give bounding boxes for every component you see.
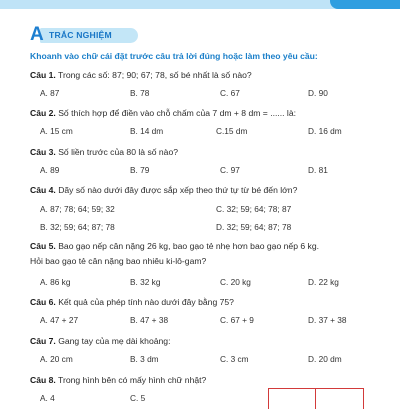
option-d[interactable]: D. 20 dm bbox=[308, 354, 342, 364]
question-5 bbox=[30, 239, 319, 253]
option-b[interactable]: B. 79 bbox=[130, 165, 150, 175]
option-b[interactable]: B. 3 dm bbox=[130, 354, 159, 364]
top-decorative-strip bbox=[0, 0, 400, 9]
option-c[interactable]: C. 67 + 9 bbox=[220, 315, 254, 325]
option-d[interactable]: D. 90 bbox=[308, 88, 328, 98]
option-a[interactable]: A. 89 bbox=[40, 165, 60, 175]
question-number: Câu 5. bbox=[30, 241, 56, 251]
option-b[interactable]: B. 32; 59; 64; 87; 78 bbox=[40, 222, 115, 232]
question-number: Câu 3. bbox=[30, 147, 56, 157]
option-a[interactable]: A. 47 + 27 bbox=[40, 315, 79, 325]
question-6 bbox=[30, 295, 234, 309]
option-c[interactable]: C. 32; 59; 64; 78; 87 bbox=[216, 204, 292, 214]
question-number: Câu 6. bbox=[30, 297, 56, 307]
rectangle-figure bbox=[268, 388, 364, 409]
option-c[interactable]: C. 3 cm bbox=[220, 354, 249, 364]
option-d[interactable]: D. 81 bbox=[308, 165, 328, 175]
option-b[interactable]: B. 78 bbox=[130, 88, 150, 98]
option-d[interactable]: D. 22 kg bbox=[308, 277, 339, 287]
option-a[interactable]: A. 15 cm bbox=[40, 126, 73, 136]
question-text: Trong hình bên có mấy hình chữ nhật? bbox=[58, 375, 207, 385]
option-c[interactable]: C. 97 bbox=[220, 165, 240, 175]
question-number: Câu 8. bbox=[30, 375, 56, 385]
question-text: Gang tay của mẹ dài khoảng: bbox=[58, 336, 171, 346]
section-title: TRẮC NGHIỆM bbox=[49, 30, 112, 40]
question-number: Câu 1. bbox=[30, 70, 56, 80]
question-7 bbox=[30, 334, 170, 348]
question-number: Câu 2. bbox=[30, 108, 56, 118]
option-b[interactable]: B. 47 + 38 bbox=[130, 315, 169, 325]
question-number: Câu 7. bbox=[30, 336, 56, 346]
question-4 bbox=[30, 183, 297, 197]
question-number: Câu 4. bbox=[30, 185, 56, 195]
question-text: Dãy số nào dưới đây được sắp xếp theo thứ tự từ bé đến lớn? bbox=[58, 185, 298, 195]
question-text: Số thích hợp để điền vào chỗ chấm của 7 dm + 8 dm = ...... là: bbox=[58, 108, 296, 118]
question-1 bbox=[30, 68, 252, 82]
option-a[interactable]: A. 4 bbox=[40, 393, 55, 403]
question-text: Số liền trước của 80 là số nào? bbox=[58, 147, 179, 157]
option-c[interactable]: C.15 dm bbox=[216, 126, 248, 136]
option-c[interactable]: C. 5 bbox=[130, 393, 146, 403]
option-d[interactable]: D. 16 dm bbox=[308, 126, 342, 136]
option-d[interactable]: D. 32; 59; 64; 87; 78 bbox=[216, 222, 292, 232]
question-text: Kết quả của phép tính nào dưới đây bằng 75? bbox=[58, 297, 234, 307]
question-3 bbox=[30, 145, 178, 159]
option-a[interactable]: A. 87 bbox=[40, 88, 60, 98]
question-text: Bao gạo nếp cân nặng 26 kg, bao gạo tẻ nhẹ hơn bao gạo nếp 6 kg. bbox=[58, 241, 319, 251]
question-5-line-2 bbox=[30, 254, 206, 268]
option-a[interactable]: A. 86 kg bbox=[40, 277, 71, 287]
option-d[interactable]: D. 37 + 38 bbox=[308, 315, 347, 325]
option-a[interactable]: A. 20 cm bbox=[40, 354, 73, 364]
option-c[interactable]: C. 67 bbox=[220, 88, 240, 98]
section-letter: A bbox=[30, 24, 44, 45]
question-text: Trong các số: 87; 90; 67; 78, số bé nhất là số nào? bbox=[58, 70, 252, 80]
option-a[interactable]: A. 87; 78; 64; 59; 32 bbox=[40, 204, 115, 214]
section-header bbox=[30, 26, 140, 44]
option-c[interactable]: C. 20 kg bbox=[220, 277, 251, 287]
option-b[interactable]: B. 32 kg bbox=[130, 277, 161, 287]
question-8 bbox=[30, 373, 206, 387]
question-text: Hỏi bao gạo tẻ cân nặng bao nhiêu ki-lô-gam? bbox=[30, 256, 207, 266]
option-b[interactable]: B. 14 dm bbox=[130, 126, 164, 136]
instruction-text: Khoanh vào chữ cái đặt trước câu trả lời đúng hoặc làm theo yêu cầu: bbox=[30, 51, 318, 61]
question-2 bbox=[30, 106, 296, 120]
